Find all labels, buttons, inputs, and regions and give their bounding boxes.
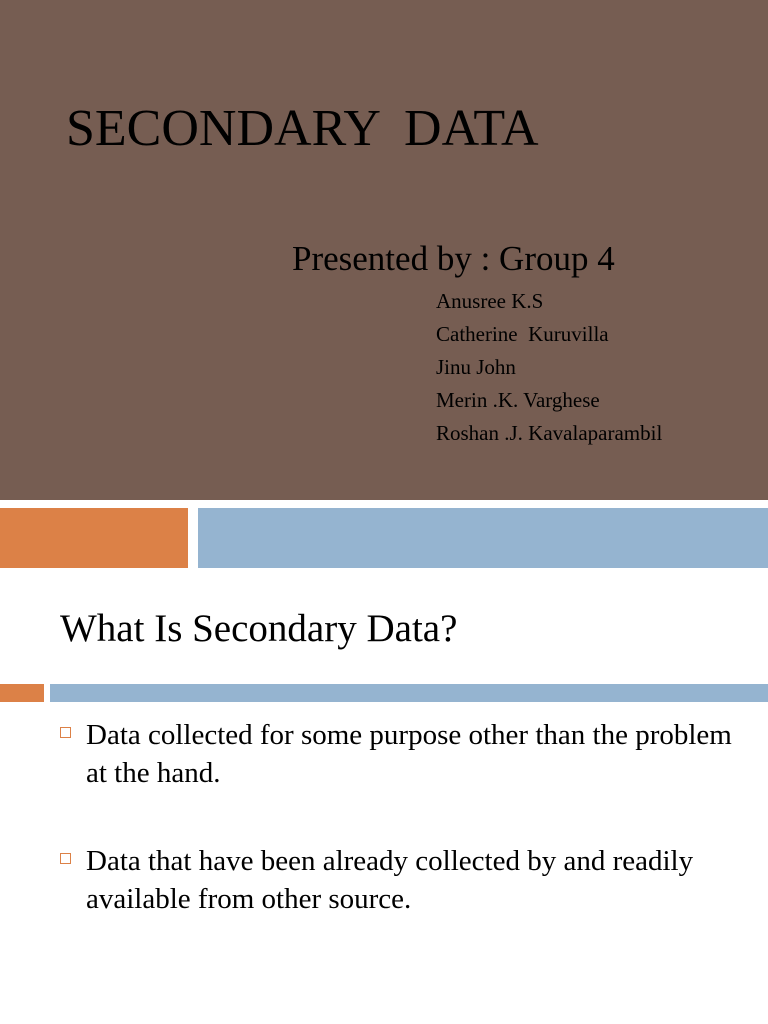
hollow-square-bullet-icon <box>60 853 71 864</box>
member-name: Merin .K. Varghese <box>436 388 600 412</box>
bullet-item <box>60 716 750 792</box>
presenter-line: Presented by : Group 4 <box>292 239 615 278</box>
bullet-text: Data that have been already collected by and readily available from other source. <box>86 845 694 915</box>
member-name: Roshan .J. Kavalaparambil <box>436 421 663 445</box>
bullet-item <box>60 842 750 918</box>
heading-underline-blue <box>50 684 768 702</box>
member-list <box>436 286 662 451</box>
slide-title: SECONDARY DATA <box>66 100 539 157</box>
member-name: Catherine Kuruvilla <box>436 322 609 346</box>
accent-bar-blue <box>198 508 768 568</box>
bullet-text: Data collected for some purpose other than the problem at the hand. <box>86 719 732 789</box>
accent-bar-orange <box>0 508 188 568</box>
member-name: Anusree K.S <box>436 289 544 313</box>
slide-heading: What Is Secondary Data? <box>60 607 458 650</box>
bullet-list <box>60 716 750 968</box>
member-name: Jinu John <box>436 355 516 379</box>
title-slide <box>0 0 768 500</box>
hollow-square-bullet-icon <box>60 727 71 738</box>
slide-separator <box>0 500 768 508</box>
heading-underline-orange <box>0 684 44 702</box>
